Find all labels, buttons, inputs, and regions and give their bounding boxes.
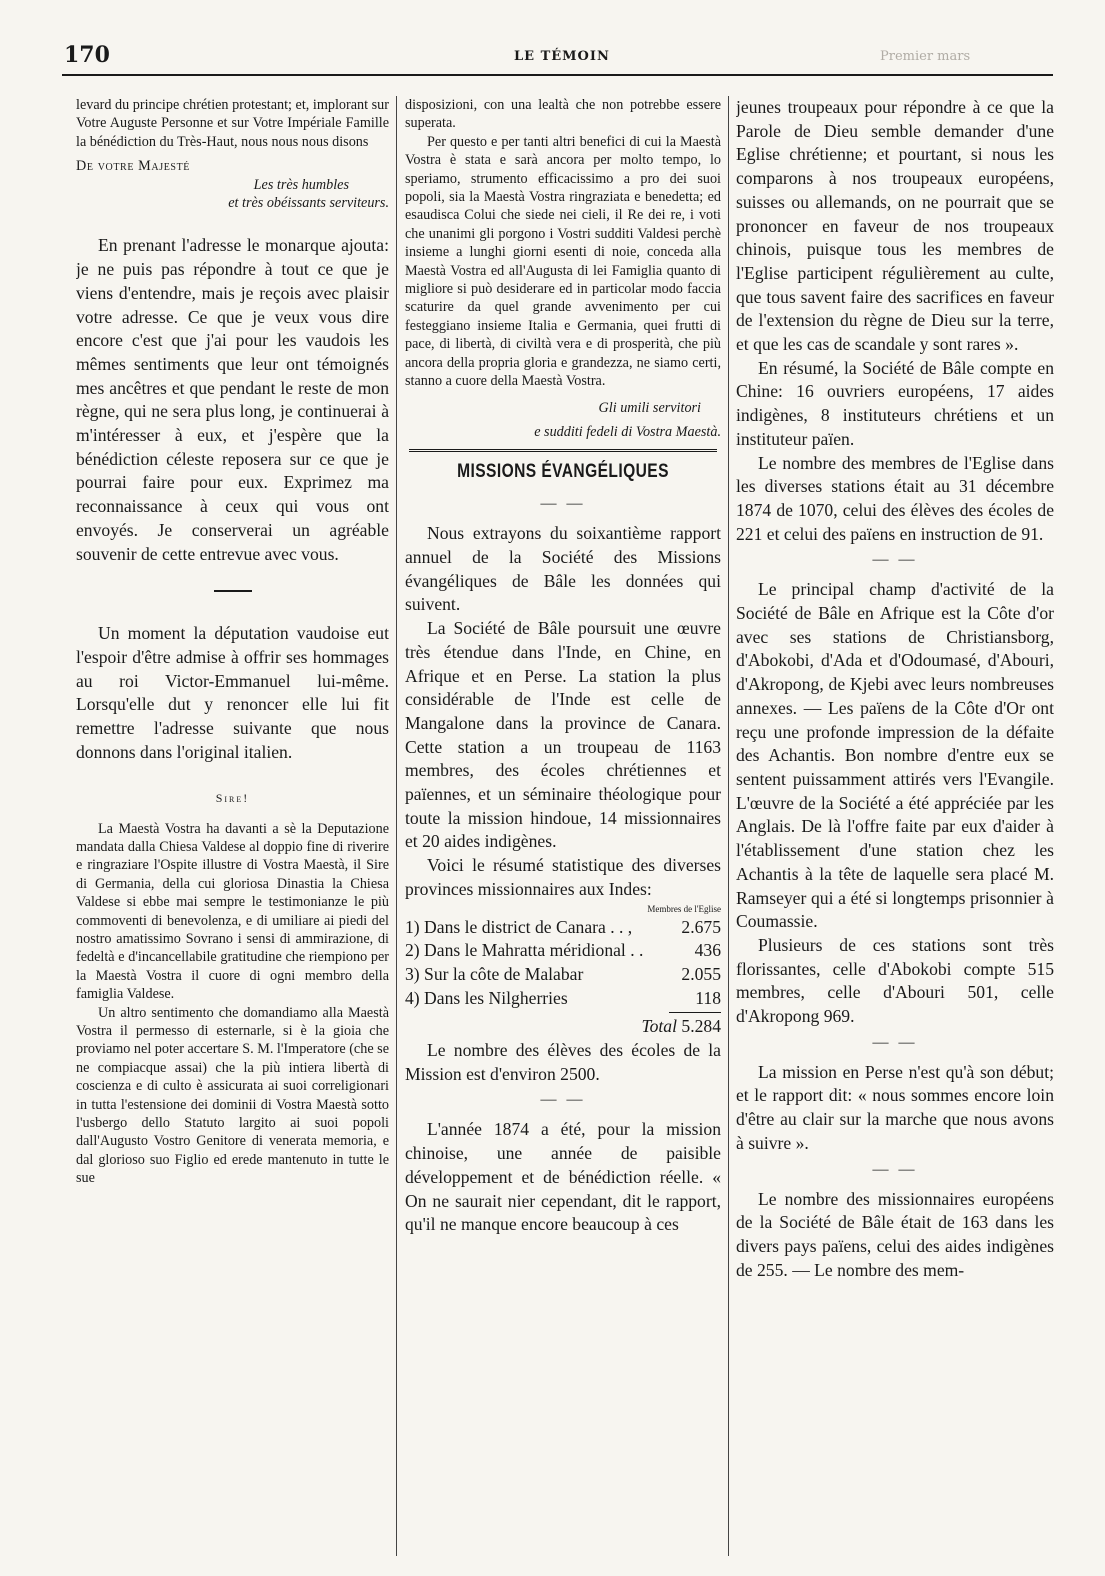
missionaries-count: Le nombre des missionnaires européens de la Société de Bâle était de 163 dans les divers pays païens, celui des aides indigènes de 255. — Le nombre des mem- — [736, 1188, 1054, 1280]
missions-schools: Le nombre des élèves des écoles de la Mission est d'environ 2500. — [405, 1040, 721, 1084]
china-summary: En résumé, la Société de Bâle compte en Chine: 16 ouvriers européens, 17 aides indigènes, 8 instituteurs chrétiens et un instituteur païen. — [736, 357, 1054, 449]
column-2 — [405, 96, 721, 1556]
total-label: Total — [641, 1016, 677, 1037]
missions-india: La Société de Bâle poursuit une œuvre très étendue dans l'Inde, en Chine, en Afrique et en Perse. La station la plus considérable de l'Inde est celle de Mangalone dans la province de Canara. Cette station a un troupeau de 1163 membres, des écoles chrétiennes et païennes, et un séminaire théologique pour toute la mission hindoue, 14 missionnaires et 20 aides indigènes. — [405, 618, 721, 852]
separator-dash: — — — [872, 1033, 918, 1051]
section-rule — [409, 449, 717, 452]
stats-column-heading: Membres de l'Eglise — [647, 903, 721, 914]
total-rule — [669, 1012, 721, 1013]
italian-paragraph-4: Per questo e per tanti altri benefici di cui la Maestà Vostra è stata e sarà ancora per molto tempo, lo speriamo, strumento efficacissimo a pro dei suoi popoli, sia la Maestà Vostra ringraziata e benedetta; ed esaudisca Colui che siede nei cieli, il Re dei re, i voti che unanimi gli porgono i Vostri sudditi Valdesi perchè insieme a lunghi giorni esenti di noie, conceda alla Maestà Vostra ed all'Augusta di lei Famiglia quanto di migliore si può desiderare ed in particolar modo faccia scaturire da quel grande avvenimento per cui festeggiano insieme Italia e Germania, quei frutti di pace, di libertà, di civiltà vera e di prosperità, che più ancora della propria gloria e grandezza, ne siamo certi, stanno a cuore della Maestà Vostra. — [405, 133, 721, 390]
stats-value: 436 — [694, 940, 721, 961]
paragraph-deputation: Un moment la députation vaudoise eut l'espoir d'être admise à offrir ses hommages au roi Victor-Emmanuel lui-même. Lorsqu'elle dut y renoncer elle lui fit remettre l'adresse suivante que nous donnons dans l'original italien. — [76, 623, 389, 762]
bleed-through-text: Premier mars — [880, 49, 971, 63]
stats-label: 2) Dans le Mahratta méridional . . — [405, 940, 644, 961]
italian-signature-line-1: Gli umili servitori — [598, 399, 701, 416]
column-3 — [736, 96, 1054, 1556]
stats-label: 3) Sur la côte de Malabar — [405, 963, 584, 984]
closing-line: De votre Majesté — [76, 158, 190, 175]
stats-table — [405, 916, 721, 1011]
total-row — [405, 1015, 721, 1039]
signature-line-2: et très obéissants serviteurs. — [228, 195, 389, 212]
missions-china: L'année 1874 a été, pour la mission chinoise, une année de paisible développement et de bénédiction réelle. « On ne saurait nier cependant, dit le rapport, qu'il ne manque encore beaucoup à ces — [405, 1119, 721, 1235]
stats-value: 2.675 — [681, 916, 721, 937]
persia-paragraph: La mission en Perse n'est qu'à son début; et le rapport dit: « nous sommes encore loin d'être au clair sur la marche que nous avons à suivre ». — [736, 1061, 1054, 1153]
stats-label: 1) Dans le district de Canara . . , — [405, 916, 633, 937]
column-1 — [76, 96, 389, 1556]
running-title: LE TÉMOIN — [514, 49, 610, 64]
italian-paragraph-1: La Maestà Vostra ha davanti a sè la Deputazione mandata dalla Chiesa Valdese al doppio fine di riverire e ringraziare l'Ospite illustre di Vostra Maestà, il Sire di Germania, della cui gloriosa Dinastia la Chiesa Valdese si ebbe mai sempre le testimonianze le più commoventi di benevolenza, e di umiliare ai piedi del nostro amatissimo Sovrano i sensi di ammirazione, di fedeltà e d'incancellabile gratitudine che riempiono per la Maestà Vostra il cuore di ogni membro della famiglia Valdese. — [76, 820, 389, 1003]
table-row — [405, 916, 721, 940]
missions-stats-intro: Voici le résumé statistique des diverses provinces missionnaires aux Indes: — [405, 855, 721, 899]
salutation-sire: Sire! — [215, 790, 250, 805]
separator-dash: — — — [872, 551, 918, 569]
china-members: Le nombre des membres de l'Eglise dans les diverses stations était au 31 décembre 1874 de 1070, celui des élèves des écoles de 221 et celui des païens en instruction de 91. — [736, 452, 1054, 544]
italian-paragraph-3: disposizioni, con una lealtà che non potrebbe essere superata. — [405, 97, 721, 132]
total-value: 5.284 — [681, 1016, 721, 1037]
page-number: 170 — [64, 42, 110, 68]
title-dash: — — — [540, 495, 586, 513]
italian-paragraph-2: Un altro sentimento che domandiamo alla Maestà Vostra il permesso di esternarle, si è la gioia che proviamo nel poter accertare S. M. l'Imperatore (che se ne compiacque assai) che la più intiera libertà di coscienza e di culto è assicurata ai suoi correligionari in tutta l'estensione dei dominii di Vostra Maestà sotto l'usbergo dello Statuto largito ai suoi popoli dall'Augusto Vostro Genitore di venerata memoria, e dal glorioso suo Figlio ed erede mantenuto in tutte le sue — [76, 1004, 389, 1187]
paragraph-address-end: levard du principe chrétien protestant; et, implorant sur Votre Auguste Personne et sur Votre Impériale Famille la bénédiction du Très-Haut, nous nous nous disons — [76, 97, 389, 150]
table-row — [405, 987, 721, 1011]
signature-line-1: Les très humbles — [253, 176, 349, 193]
column-rule-1 — [396, 96, 397, 1556]
signature-block — [76, 157, 389, 212]
italian-signature-line-2: e sudditi fedeli di Vostra Maestà. — [534, 423, 721, 440]
africa-stations: Plusieurs de ces stations sont très florissantes, celle d'Abokobi compte 515 membres, celle d'Abouri 501, celle d'Akropong 969. — [736, 934, 1054, 1027]
stats-value: 2.055 — [681, 963, 721, 984]
separator-dash: — — — [540, 1091, 586, 1109]
china-continued: jeunes troupeaux pour répondre à ce que la Parole de Dieu semble demander d'une Eglise chrétienne; et pourtant, si nous les comparons à nos troupeaux européens, suisses ou allemands, on ne pourrait que se prononcer en faveur de nos troupeaux chinois, puisque tous les membres de l'Eglise participent régulièrement au culte, que tous savent faire des sacrifices en faveur de l'extension du règne de Dieu sur la terre, et que les cas de scandale y sont rares ». — [736, 97, 1054, 355]
header-rule — [62, 74, 1053, 76]
africa-paragraph: Le principal champ d'activité de la Société de Bâle en Afrique est la Côte d'or avec ses stations de Christiansborg, d'Abokobi, d'Ada et d'Odoumasé, d'Abouri, d'Akropong, de Kjebi avec leurs nombreuses annexes. — Les païens de la Côte d'Or ont reçu une profonde impression de la défaite des Achantis. Bon nombre d'entre eux se sentent puissamment attirés vers l'Evangile. L'œuvre de la Société a été appréciée par les Anglais. De là l'offre faite par eux d'aider à l'établissement d'une station chez les Achantis à la tête de laquelle sera placé M. Ramseyer qui a été si longtemps prisonnier à Coumassie. — [736, 579, 1054, 932]
missions-intro: Nous extrayons du soixantième rapport annuel de la Société des Missions évangéliques de Bâle les données qui suivent. — [405, 523, 721, 615]
column-rule-2 — [728, 96, 729, 1556]
table-row — [405, 963, 721, 987]
paragraph-monarch-reply: En prenant l'adresse le monarque ajouta: je ne puis pas répondre à tout ce que je viens d'entendre, mais je reçois avec plaisir votre adresse. Ce que je veux vous dire encore c'est que j'ai pour les vaudois les mêmes sentiments que leur ont témoignés mes ancêtres et que pendant le reste de mon règne, qui ne sera plus long, je continuerai à m'intéresser à eux, et j'espère que la bénédiction céleste reposera sur ce que je pourrai faire pour eux. Exprimez ma reconnaissance à ceux qui vous ont envoyés. Je conserverai un agréable souvenir de cette entrevue avec vous. — [76, 235, 389, 564]
table-row — [405, 939, 721, 963]
italian-signature — [405, 399, 721, 442]
stats-value: 118 — [695, 987, 721, 1008]
section-title: MISSIONS ÉVANGÉLIQUES — [457, 461, 669, 483]
separator-dash: — — — [872, 1160, 918, 1178]
stats-label: 4) Dans les Nilgherries — [405, 987, 568, 1008]
separator-rule — [214, 590, 252, 592]
